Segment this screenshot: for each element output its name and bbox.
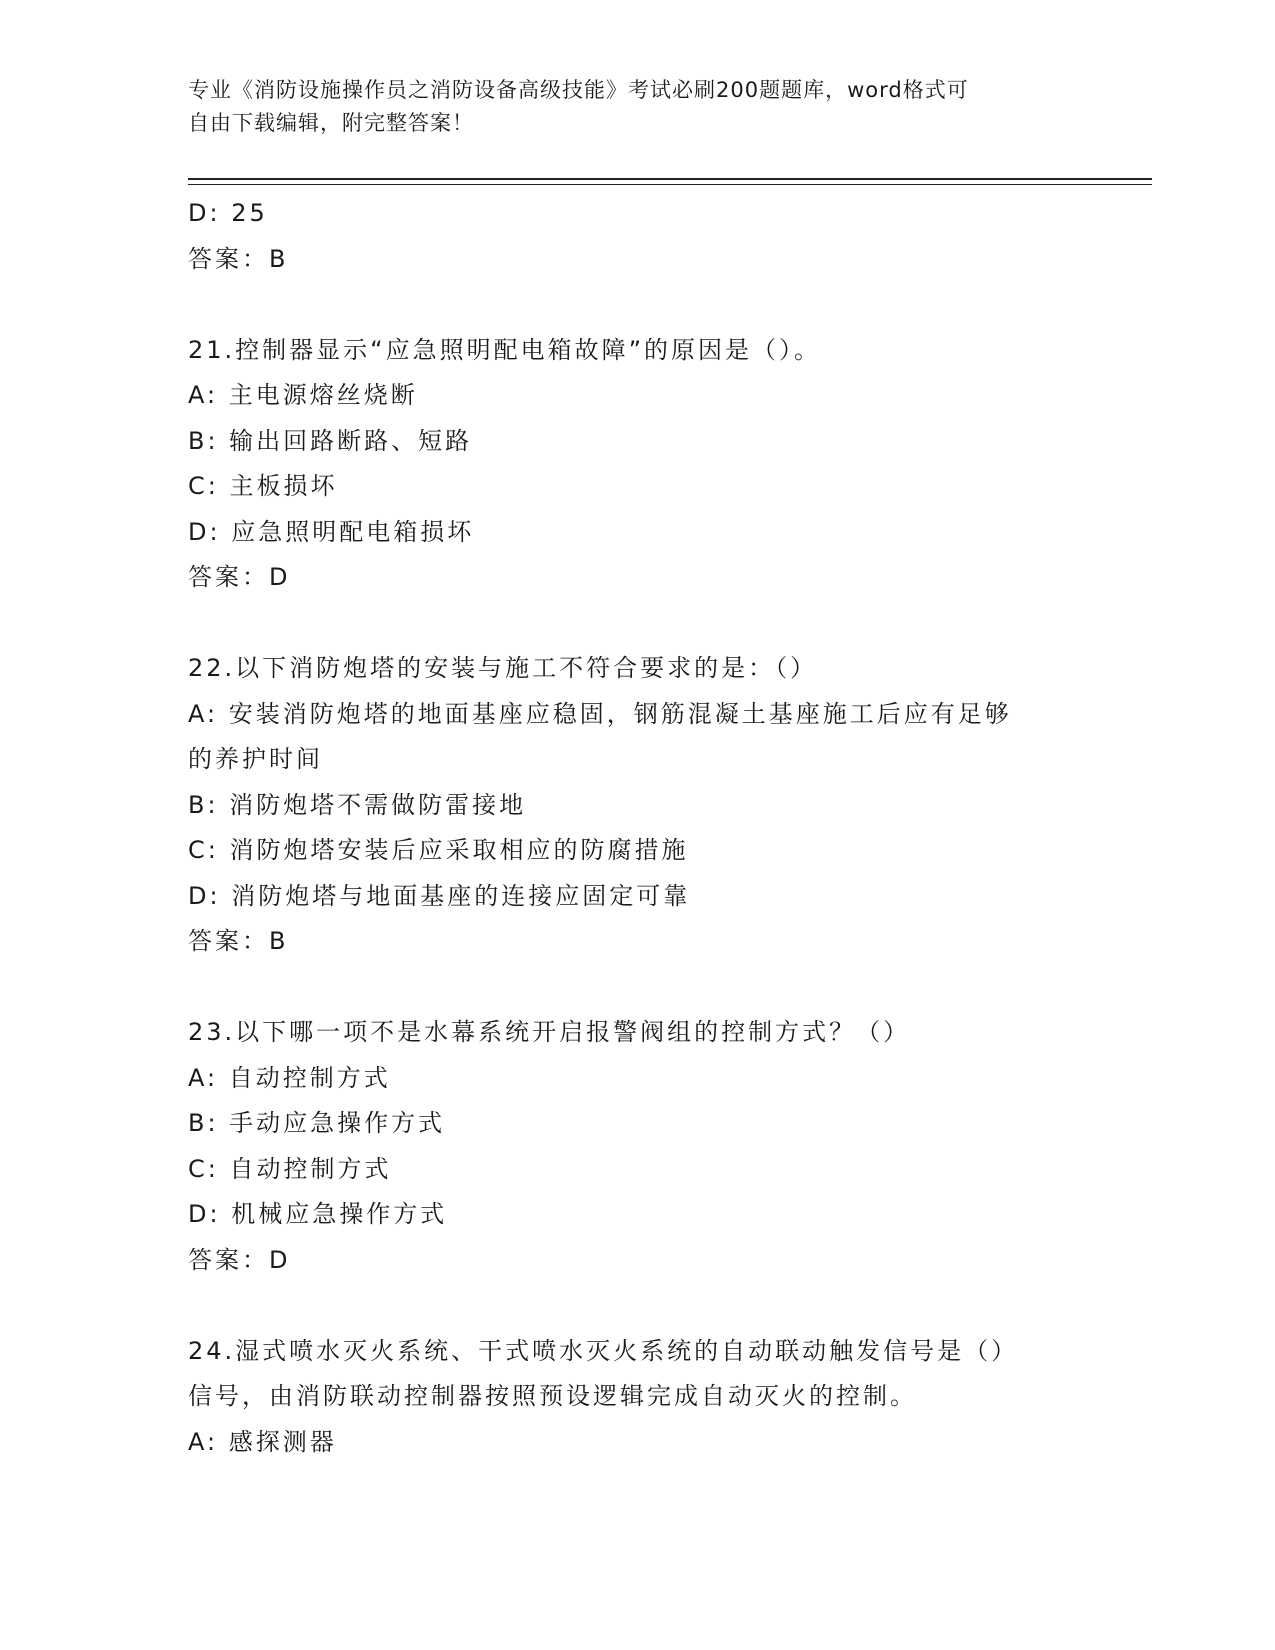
option-a: A: 主电源熔丝烧断 <box>188 381 418 409</box>
option-a: A: 安装消防炮塔的地面基座应稳固，钢筋混凝土基座施工后应有足够 <box>188 699 1012 728</box>
spacer <box>188 601 1088 647</box>
answer-value: B <box>269 244 287 273</box>
question-stem-continued: 信号，由消防联动控制器按照预设逻辑完成自动灭火的控制。 <box>188 1382 917 1410</box>
option-c: C: 主板损坏 <box>188 472 338 500</box>
spacer <box>188 965 1088 1011</box>
option-d: D: 机械应急操作方式 <box>188 1200 448 1228</box>
option-a: A: 感探测器 <box>188 1427 337 1456</box>
answer-line <box>188 1238 1088 1284</box>
header-divider-thin <box>188 184 1152 185</box>
answer-value: D <box>269 1245 289 1274</box>
spacer <box>188 1283 1088 1329</box>
answer-line <box>188 237 1088 283</box>
answer-line <box>188 555 1088 601</box>
option-c: C: 自动控制方式 <box>188 1154 392 1183</box>
answer-line <box>188 919 1088 965</box>
question-stem: 23.以下哪一项不是水幕系统开启报警阀组的控制方式？（） <box>188 1018 911 1046</box>
option-a-continued: 的养护时间 <box>188 745 323 773</box>
option-b: B: 手动应急操作方式 <box>188 1109 446 1137</box>
header-divider-thick <box>188 178 1152 180</box>
question-24 <box>188 1329 1088 1466</box>
option-d: D: 应急照明配电箱损坏 <box>188 517 475 546</box>
page-header <box>188 74 1068 140</box>
option-a: A: 自动控制方式 <box>188 1063 391 1092</box>
answer-label: 答案： <box>188 927 269 955</box>
question-23 <box>188 1010 1088 1283</box>
question-22 <box>188 646 1088 965</box>
answer-value: B <box>269 927 287 955</box>
answer-label: 答案： <box>188 563 269 591</box>
document-body <box>188 191 1088 1465</box>
option-d: D: 25 <box>188 199 268 227</box>
answer-label: 答案： <box>188 244 269 273</box>
answer-label: 答案： <box>188 1245 269 1274</box>
question-stem: 22.以下消防炮塔的安装与施工不符合要求的是：（） <box>188 654 818 682</box>
option-c: C: 消防炮塔安装后应采取相应的防腐措施 <box>188 836 689 864</box>
question-21 <box>188 328 1088 601</box>
option-b: B: 输出回路断路、短路 <box>188 426 473 455</box>
header-line-1: 专业《消防设施操作员之消防设备高级技能》考试必刷200题题库，word格式可 <box>188 78 969 102</box>
option-d: D: 消防炮塔与地面基座的连接应固定可靠 <box>188 881 691 910</box>
question-stem: 21.控制器显示“应急照明配电箱故障”的原因是（）。 <box>188 335 822 364</box>
answer-value: D <box>269 563 289 591</box>
option-b: B: 消防炮塔不需做防雷接地 <box>188 790 527 819</box>
header-line-2: 自由下载编辑，附完整答案！ <box>188 111 474 135</box>
question-stem: 24.湿式喷水灭火系统、干式喷水灭火系统的自动联动触发信号是（） <box>188 1336 1019 1365</box>
spacer <box>188 282 1088 328</box>
